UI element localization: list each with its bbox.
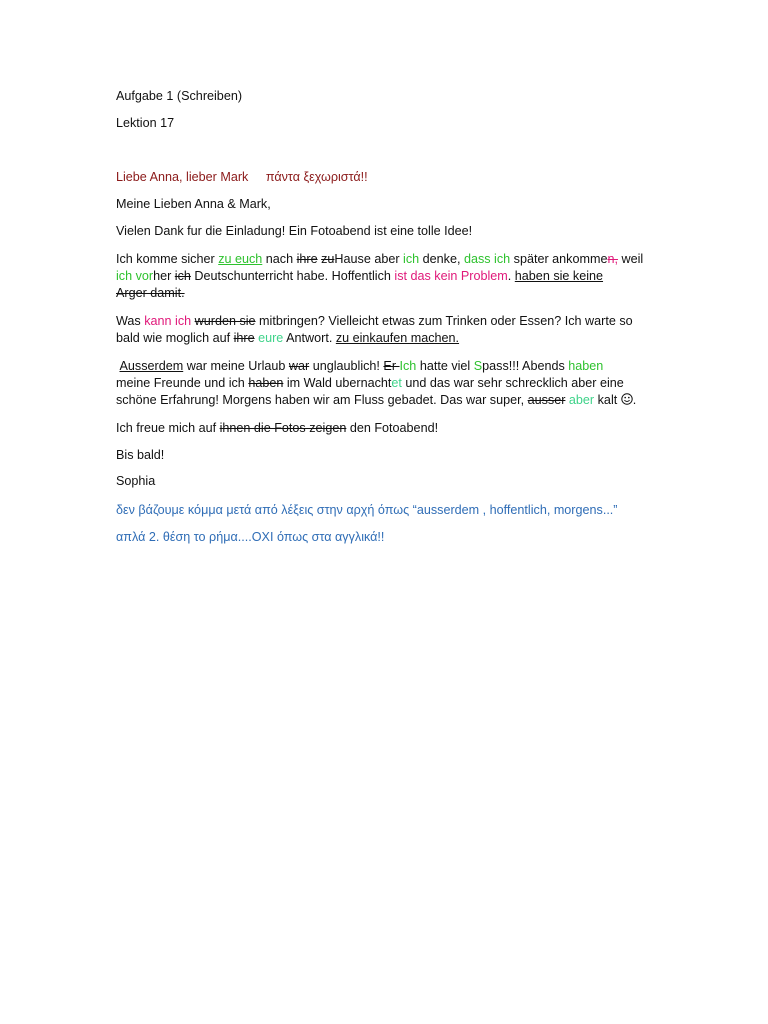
letter-signature: [116, 473, 656, 490]
correction-insert: Ich: [399, 359, 417, 373]
teacher-note-praise: πάντα ξεχωριστά!!: [265, 170, 368, 184]
correction-insert: aber: [568, 393, 595, 407]
correction-deletion: zu: [321, 252, 335, 266]
text-span: meine Freunde und ich: [116, 376, 249, 390]
text-span: Ich freue mich auf: [116, 421, 220, 435]
text-span: Ich komme sicher: [116, 252, 219, 266]
text-span: später ankomme: [510, 252, 608, 266]
correction-deletion: haben sie keine: [514, 269, 604, 283]
text-span: nach: [262, 252, 297, 266]
task-title: [116, 88, 656, 105]
text-span: weil: [617, 252, 644, 266]
text-span: .: [507, 269, 515, 283]
correction-insert: zu euch: [218, 252, 263, 266]
correction-insert: ich: [403, 252, 420, 266]
correction-deletion: haben: [248, 376, 284, 390]
correction-deletion: n,: [607, 252, 618, 266]
teacher-note-names: Liebe Anna, lieber Mark: [116, 170, 249, 184]
text-span: bald wie moglich auf: [116, 331, 234, 345]
text-span: Hause aber: [334, 252, 404, 266]
correction-insert: kann ich: [144, 314, 192, 328]
text-span: hatte viel: [416, 359, 474, 373]
teacher-note-bottom-1: [116, 502, 696, 519]
text-span: im Wald ubernacht: [283, 376, 392, 390]
correction-deletion: war: [288, 359, 310, 373]
letter-greeting: [116, 196, 656, 213]
text-span: kalt: [594, 393, 621, 407]
letter-paragraph-5: [116, 420, 656, 437]
correction-insert: ich vor: [116, 269, 154, 283]
letter-paragraph-2: [116, 251, 656, 302]
text-span: denke,: [419, 252, 464, 266]
text-span: her: [153, 269, 175, 283]
letter-closing: [116, 447, 656, 464]
paragraph-1-text: Vielen Dank fur die Einladung! Ein Fotoabend ist eine tolle Idee!: [116, 224, 473, 238]
text-span: Was: [116, 314, 145, 328]
correction-deletion: zu einkaufen machen.: [335, 331, 460, 345]
letter-paragraph-3: [116, 313, 656, 347]
teacher-note-line-2: απλά 2. θέση το ρήμα....ΟΧΙ όπως στα αγγλικά!!: [116, 530, 385, 544]
correction-insert: dass ich: [463, 252, 511, 266]
closing-text: Bis bald!: [116, 448, 165, 462]
correction-insert: S: [473, 359, 483, 373]
correction-deletion: ihre: [296, 252, 318, 266]
text-span: Deutschunterricht habe. Hoffentlich: [190, 269, 395, 283]
underlined-word: Ausserdem: [119, 359, 184, 373]
text-span: unglaublich!: [309, 359, 384, 373]
teacher-note-top: [116, 169, 656, 186]
greeting-text: Meine Lieben Anna & Mark,: [116, 197, 271, 211]
correction-deletion: Er: [383, 359, 400, 373]
teacher-note-bottom-2: [116, 529, 656, 546]
text-span: den Fotoabend!: [346, 421, 439, 435]
correction-deletion: Arger damit.: [116, 286, 185, 300]
correction-insert: ist das kein Problem: [394, 269, 508, 283]
text-span: schöne Erfahrung! Morgens haben wir am Fluss gebadet. Das war super,: [116, 393, 528, 407]
correction-deletion: ihnen die Fotos zeigen: [219, 421, 347, 435]
text-span: mitbringen? Vielleicht etwas zum Trinken oder Essen? Ich warte so: [255, 314, 633, 328]
correction-deletion: ich: [174, 269, 191, 283]
text-span: pass!!! Abends: [482, 359, 569, 373]
correction-insert: eure: [258, 331, 284, 345]
text-span: war meine Urlaub: [183, 359, 289, 373]
correction-deletion: wurden sie: [194, 314, 256, 328]
lesson-title-text: Lektion 17: [116, 116, 175, 130]
teacher-note-line-1: δεν βάζουμε κόμμα μετά από λέξεις στην αρχή όπως “ausserdem , hoffentlich, morgens...”: [116, 503, 618, 517]
signature-text: Sophia: [116, 474, 156, 488]
correction-deletion: ihre: [233, 331, 255, 345]
text-span: und das war sehr schrecklich aber eine: [401, 376, 624, 390]
text-span: .: [632, 393, 637, 407]
correction-insert: et: [391, 376, 402, 390]
smiley-icon: [621, 393, 633, 405]
lesson-title: [116, 115, 656, 132]
task-title-text: Aufgabe 1 (Schreiben): [116, 89, 243, 103]
correction-insert: haben: [568, 359, 604, 373]
correction-deletion: ausser: [527, 393, 566, 407]
text-span: Antwort.: [283, 331, 336, 345]
letter-paragraph-4: [116, 358, 656, 409]
letter-paragraph-1: [116, 223, 656, 240]
